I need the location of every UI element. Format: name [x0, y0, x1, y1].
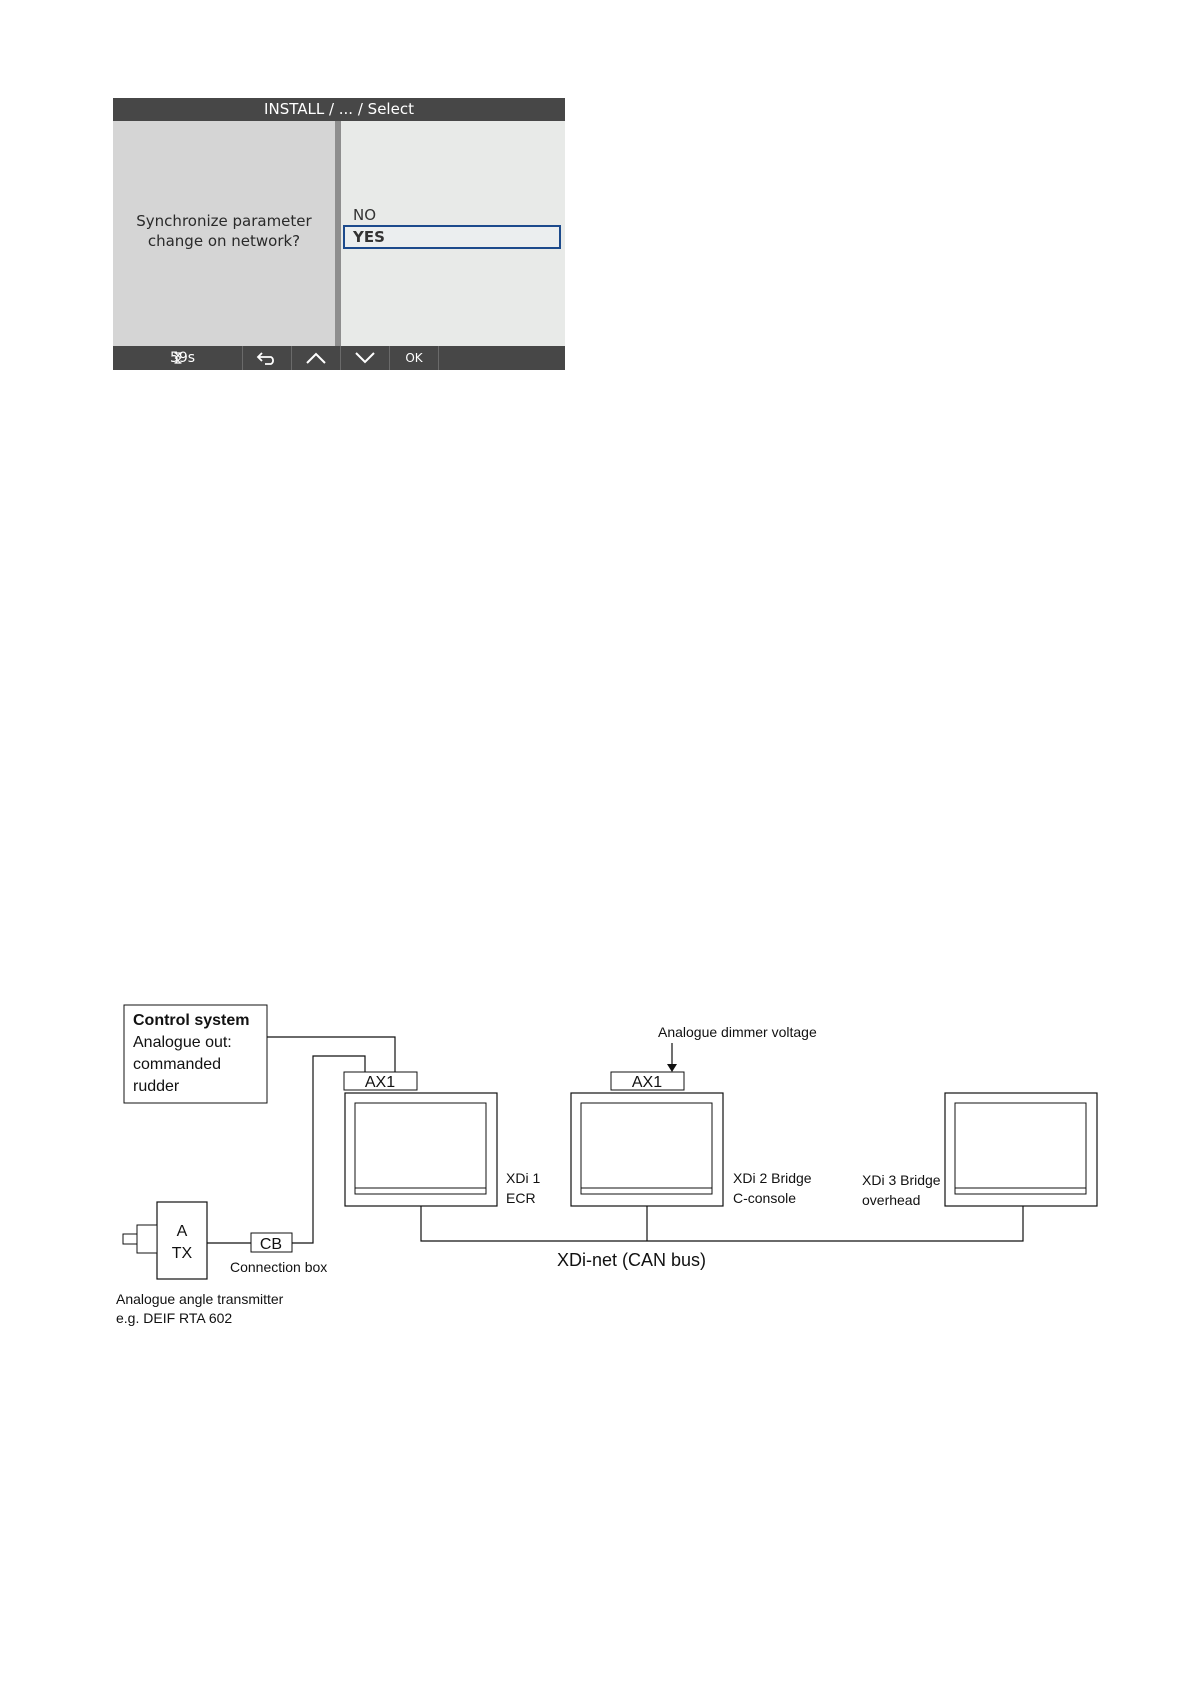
control-system-box	[124, 1005, 267, 1103]
question-line-1: Synchronize parameter	[136, 212, 312, 230]
control-signal-wire	[267, 1037, 395, 1072]
xdi3-label-line-1: XDi 3 Bridge	[862, 1172, 941, 1188]
xdi3-display	[945, 1093, 1097, 1206]
dimmer-arrow-head	[667, 1064, 677, 1072]
xdi1-label-line-1: XDi 1	[506, 1170, 541, 1186]
can-bus-line	[421, 1206, 1023, 1241]
xdi1-display	[345, 1093, 497, 1206]
xdi2-label-line-1: XDi 2 Bridge	[733, 1170, 812, 1186]
control-system-line-3: rudder	[133, 1078, 180, 1095]
dimmer-label: Analogue dimmer voltage	[658, 1024, 817, 1040]
option-no[interactable]: NO	[353, 206, 377, 224]
xdi3-label-line-2: overhead	[862, 1192, 921, 1208]
angle-transmitter	[123, 1202, 207, 1279]
ax1-label-xdi1: AX1	[364, 1074, 396, 1091]
control-system-line-1: Analogue out:	[133, 1034, 232, 1051]
connection-box-label: Connection box	[230, 1259, 328, 1275]
connection-box-code: CB	[259, 1236, 283, 1253]
screen-title: INSTALL / ... / Select	[113, 98, 565, 121]
transmitter-caption-line-1: Analogue angle transmitter	[116, 1291, 284, 1307]
ax1-label-xdi2: AX1	[631, 1074, 663, 1091]
question-line-2: change on network?	[147, 232, 301, 250]
option-yes-selected[interactable]: YES	[343, 225, 561, 249]
control-system-title: Control system	[133, 1012, 250, 1029]
xdi1-label-line-2: ECR	[506, 1190, 536, 1206]
control-system-line-2: commanded	[133, 1056, 222, 1073]
can-bus-label: XDi-net (CAN bus)	[557, 1250, 707, 1270]
transmitter-label-a: A	[176, 1223, 188, 1240]
transmitter-label-tx: TX	[171, 1245, 193, 1262]
ok-button[interactable]: OK	[390, 346, 439, 370]
transmitter-caption-line-2: e.g. DEIF RTA 602	[116, 1310, 233, 1326]
timer-value: 59s	[169, 350, 196, 366]
xdi2-label-line-2: C-console	[733, 1190, 797, 1206]
xdi2-display	[571, 1093, 723, 1206]
